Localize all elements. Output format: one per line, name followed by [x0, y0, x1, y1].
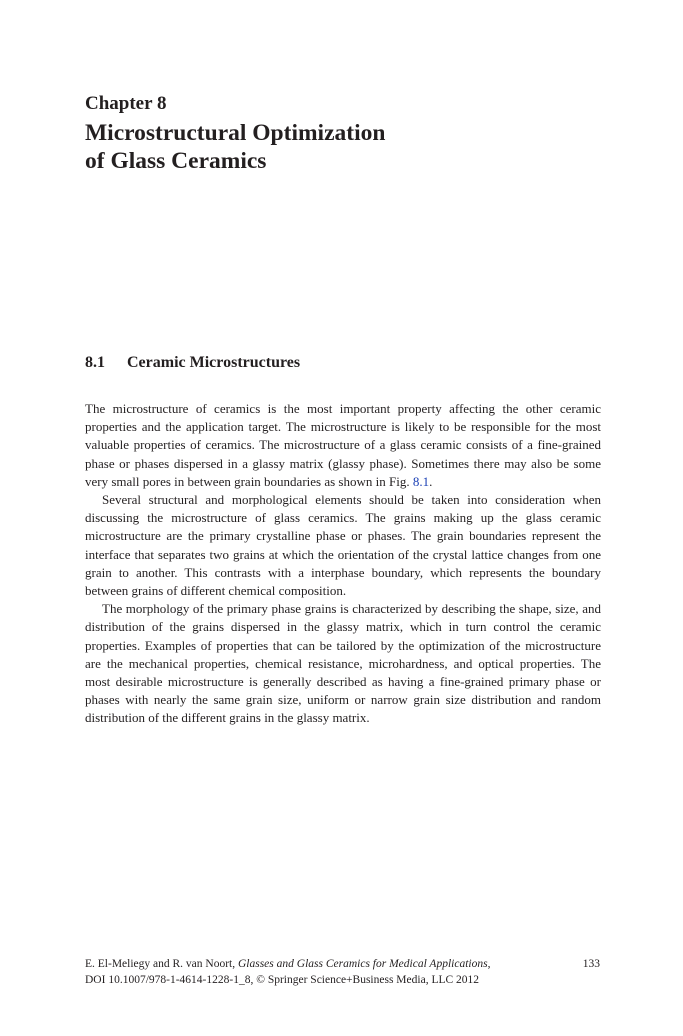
- body-text: [85, 400, 601, 728]
- section-title: Ceramic Microstructures: [127, 354, 301, 371]
- footer-citation-line: [85, 956, 601, 972]
- chapter-label: Chapter 8: [85, 93, 167, 114]
- footer-authors: E. El-Meliegy and R. van Noort,: [85, 958, 238, 970]
- paragraph-1-text: The microstructure of ceramics is the most important property affecting the other ceramic properties and the application target. The microstructure is likely to be responsible for the most valuable properties of ceramics. The microstructure of a glass ceramic consists of a fine-grained phase or phases dispersed in a glassy matrix (glassy phase). Sometimes there may also be some very small pores in between grain boundaries as shown in Fig.: [85, 401, 601, 489]
- chapter-title: [85, 119, 385, 175]
- figure-reference-link[interactable]: 8.1: [412, 473, 430, 489]
- chapter-title-line-1: Microstructural Optimization: [85, 120, 386, 146]
- paragraph-1: [85, 400, 601, 491]
- paragraph-3: The morphology of the primary phase grains is characterized by describing the shape, size, and distribution of the grains dispersed in the glassy matrix, which in turn control the ceramic properties. Examples of properties that can be tailored by the optimization of the microstructure are the mechanical properties, chemical resistance, microhardness, and optical properties. The most desirable microstructure is generally described as having a fine-grained primary phase or phases with nearly the same grain size, uniform or narrow grain size distribution and random distribution of the different grains in the glassy matrix.: [85, 601, 601, 726]
- page-number: 133: [582, 958, 600, 970]
- paragraph-1-end: .: [429, 473, 433, 489]
- footer-comma: ,: [487, 958, 491, 970]
- paragraph-2: Several structural and morphological elements should be taken into consideration when discussing the microstructure of glass ceramics. The grains making up the glass ceramic microstructure are the primary crystalline phase or phases. The grain boundaries represent the interface that separates two grains at which the orientation of the crystal lattice changes from one grain to another. This contrasts with a interphase boundary, which represents the boundary between grains of different chemical composition.: [85, 492, 601, 599]
- section-heading: [85, 353, 300, 373]
- footer-doi-line: DOI 10.1007/978-1-4614-1228-1_8, © Springer Science+Business Media, LLC 2012: [85, 974, 480, 986]
- chapter-title-line-2: of Glass Ceramics: [85, 148, 267, 174]
- footer-book-title: Glasses and Glass Ceramics for Medical Applications: [237, 958, 488, 970]
- section-number: 8.1: [85, 354, 105, 371]
- footer: [85, 956, 601, 988]
